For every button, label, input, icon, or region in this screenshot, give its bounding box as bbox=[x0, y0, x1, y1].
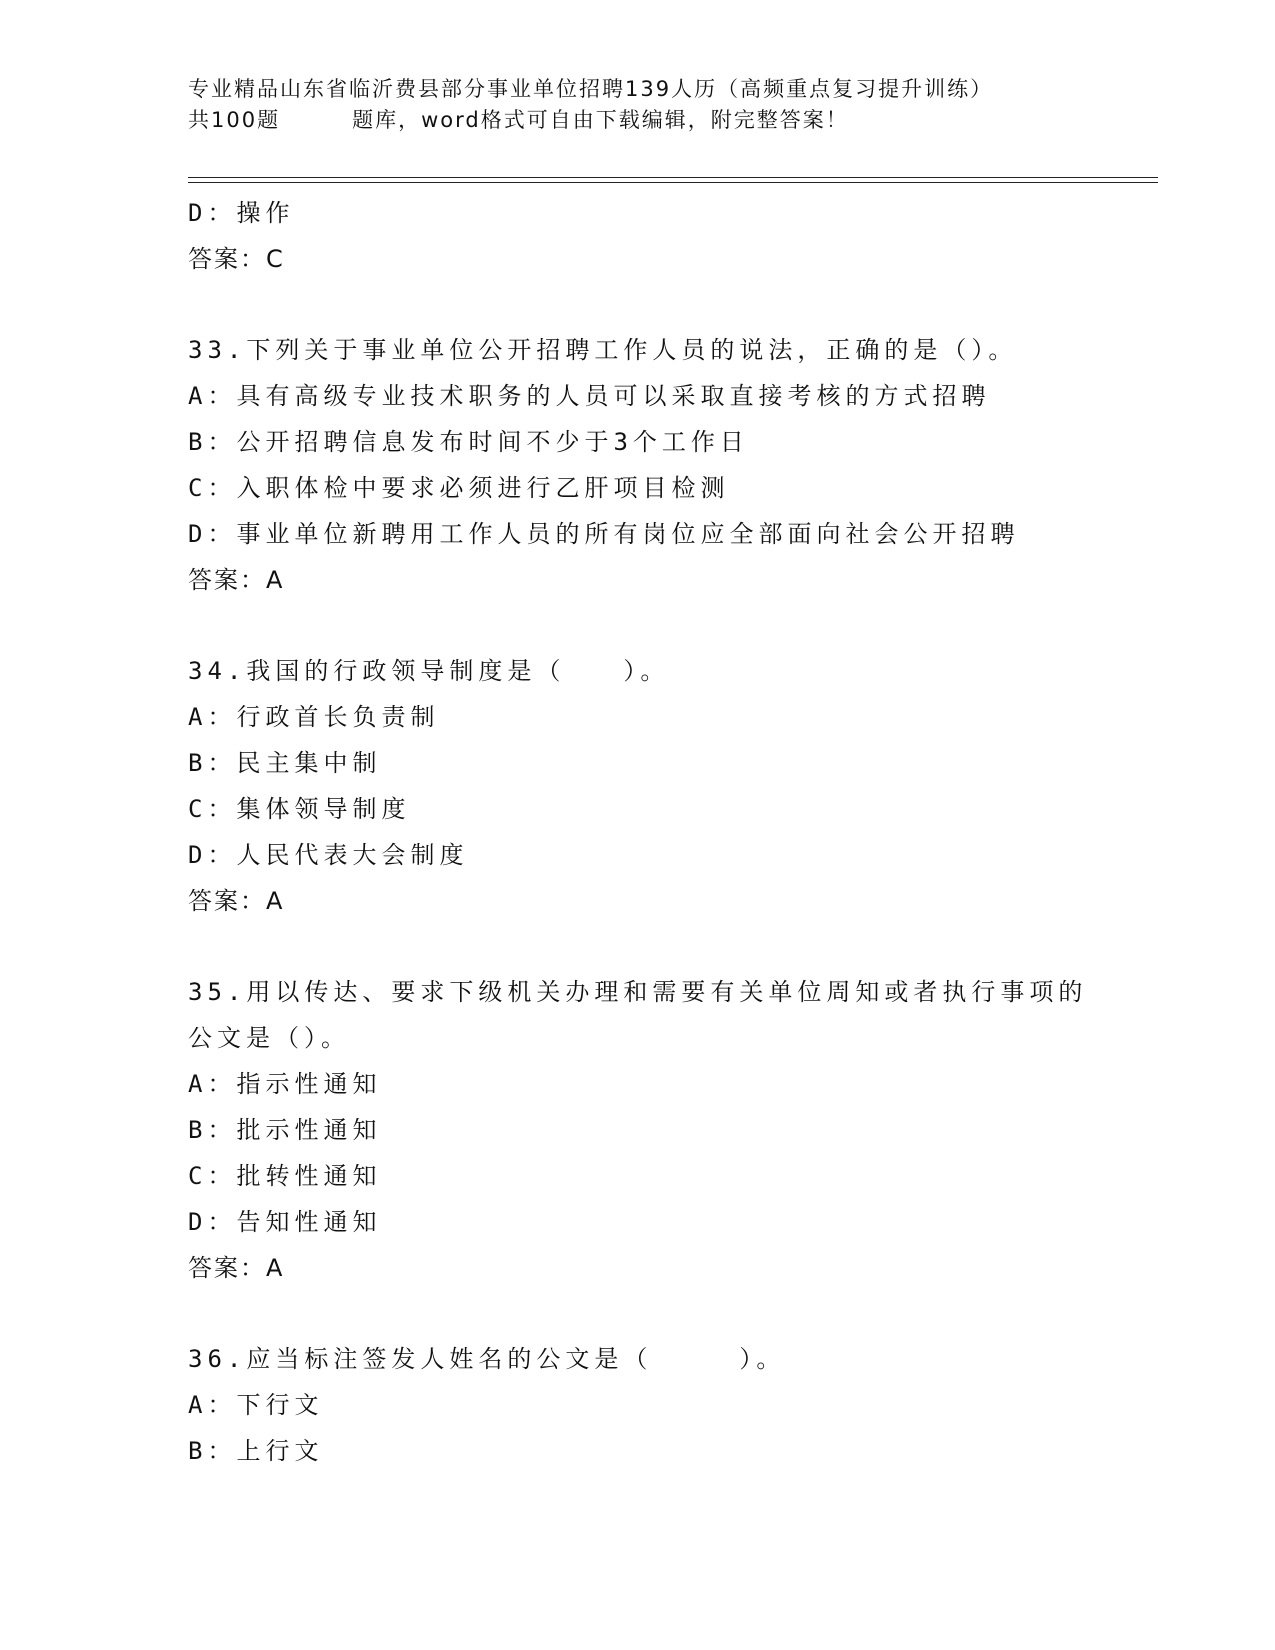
question-spacer bbox=[188, 924, 1168, 969]
question-stem: 36.应当标注签发人姓名的公文是（ ）。 bbox=[188, 1345, 786, 1373]
question-spacer bbox=[188, 603, 1168, 648]
prev-question-answer: 答案：C bbox=[188, 245, 285, 273]
option-c: C：入职体检中要求必须进行乙肝项目检测 bbox=[188, 474, 730, 502]
option-a: A：具有高级专业技术职务的人员可以采取直接考核的方式招聘 bbox=[188, 382, 991, 410]
prev-question-option-d: D：操作 bbox=[188, 199, 295, 227]
question-36 bbox=[188, 1336, 1168, 1474]
question-33 bbox=[188, 327, 1168, 603]
question-stem: 34.我国的行政领导制度是（ ）。 bbox=[188, 657, 670, 685]
question-spacer bbox=[188, 282, 1168, 327]
document-header bbox=[188, 74, 1168, 136]
option-a: A：下行文 bbox=[188, 1391, 324, 1419]
question-spacer bbox=[188, 1291, 1168, 1336]
option-a: A：指示性通知 bbox=[188, 1070, 382, 1098]
option-c: C：集体领导制度 bbox=[188, 795, 411, 823]
header-divider-top bbox=[188, 177, 1158, 178]
option-b: B：上行文 bbox=[188, 1437, 324, 1465]
answer-line: 答案：A bbox=[188, 566, 285, 594]
question-stem-line-1: 35.用以传达、要求下级机关办理和需要有关单位周知或者执行事项的 bbox=[188, 978, 1088, 1006]
question-35 bbox=[188, 969, 1168, 1291]
option-b: B：民主集中制 bbox=[188, 749, 382, 777]
option-d: D：事业单位新聘用工作人员的所有岗位应全部面向社会公开招聘 bbox=[188, 520, 1020, 548]
answer-line: 答案：A bbox=[188, 1254, 285, 1282]
option-c: C：批转性通知 bbox=[188, 1162, 382, 1190]
option-d: D：人民代表大会制度 bbox=[188, 841, 469, 869]
option-b: B：批示性通知 bbox=[188, 1116, 382, 1144]
answer-line: 答案：A bbox=[188, 887, 285, 915]
header-title-line: 专业精品山东省临沂费县部分事业单位招聘139人历（高频重点复习提升训练） bbox=[188, 77, 994, 101]
header-description: 题库，word格式可自由下载编辑，附完整答案！ bbox=[352, 108, 849, 132]
question-stem-line-2: 公文是（）。 bbox=[188, 1024, 350, 1052]
header-question-count: 共100题 bbox=[188, 108, 281, 132]
option-d: D：告知性通知 bbox=[188, 1208, 382, 1236]
header-divider-bottom bbox=[188, 182, 1158, 183]
header-subtitle-line bbox=[188, 105, 1168, 136]
document-body bbox=[188, 190, 1168, 1474]
question-34 bbox=[188, 648, 1168, 924]
option-b: B：公开招聘信息发布时间不少于3个工作日 bbox=[188, 428, 749, 456]
option-a: A：行政首长负责制 bbox=[188, 703, 440, 731]
question-stem: 33.下列关于事业单位公开招聘工作人员的说法，正确的是（）。 bbox=[188, 336, 1018, 364]
